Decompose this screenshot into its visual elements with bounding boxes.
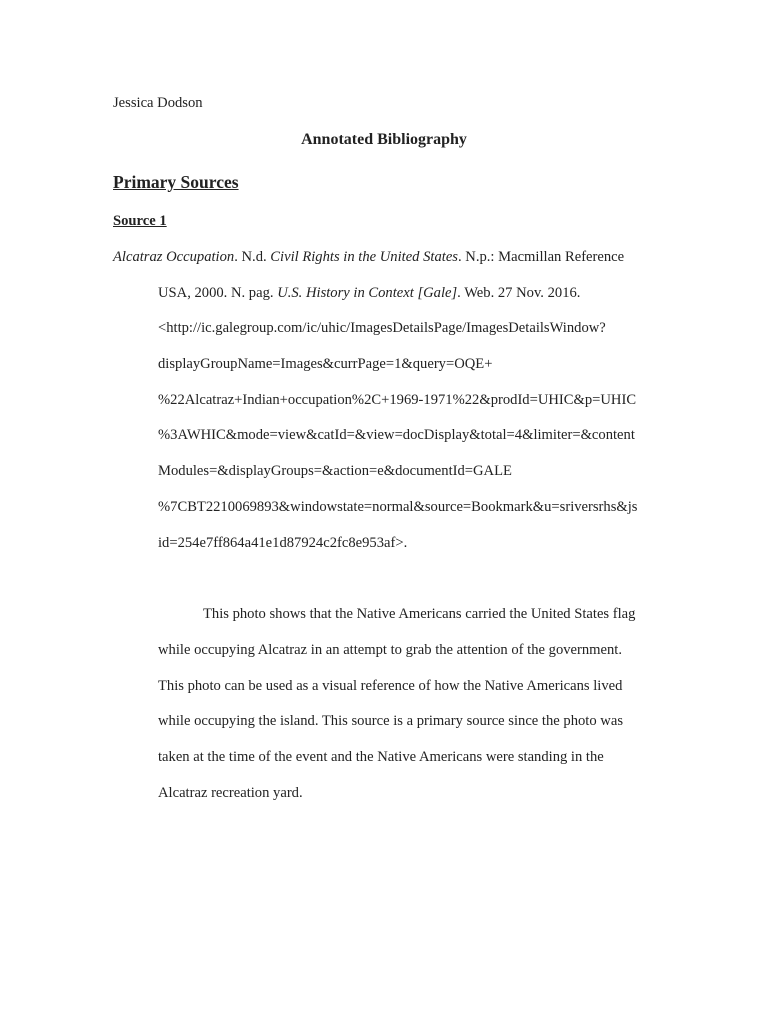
author-name: Jessica Dodson [113,95,203,111]
citation-url-line: id=254e7ff864a41e1d87924c2fc8e953af>. [158,535,408,551]
citation-url-line: <http://ic.galegroup.com/ic/uhic/ImagesDetailsPage/ImagesDetailsWindow? [158,320,606,336]
citation-database: U.S. History in Context [Gale] [277,285,458,301]
citation-url-line: %22Alcatraz+Indian+occupation%2C+1969-1971%22&prodId=UHIC&p=UHIC [158,392,637,408]
citation-after-publication: . N.p.: Macmillan Reference [457,249,625,265]
citation-line-1 [113,247,624,267]
annotation-line: This photo shows that the Native Americans carried the United States flag [203,606,636,622]
citation-line2-end: . Web. 27 Nov. 2016. [457,285,581,301]
citation-after-title: . N.d. [234,249,271,265]
document-title: Annotated Bibliography [301,131,467,148]
section-heading-primary-sources: Primary Sources [113,172,239,192]
citation-publication: Civil Rights in the United States [270,249,458,265]
annotation-line: while occupying Alcatraz in an attempt to grab the attention of the government. [158,642,623,658]
citation-url-line: Modules=&displayGroups=&action=e&documentId=GALE [158,463,512,479]
citation-line2-start: USA, 2000. N. pag. [158,285,278,301]
annotation-line: Alcatraz recreation yard. [158,785,303,801]
citation-work-title: Alcatraz Occupation [113,249,235,265]
citation-url-line: %3AWHIC&mode=view&catId=&view=docDisplay&total=4&limiter=&content [158,427,635,443]
citation-url-line: %7CBT2210069893&windowstate=normal&source=Bookmark&u=sriversrhs&js [158,499,638,515]
annotation-line: taken at the time of the event and the Native Americans were standing in the [158,749,604,765]
annotation-line: This photo can be used as a visual reference of how the Native Americans lived [158,678,623,694]
source-heading: Source 1 [113,213,167,229]
citation-line-2 [158,283,580,303]
annotation-line: while occupying the island. This source is a primary source since the photo was [158,713,623,729]
citation-url-line: displayGroupName=Images&currPage=1&query=OQE+ [158,356,493,372]
